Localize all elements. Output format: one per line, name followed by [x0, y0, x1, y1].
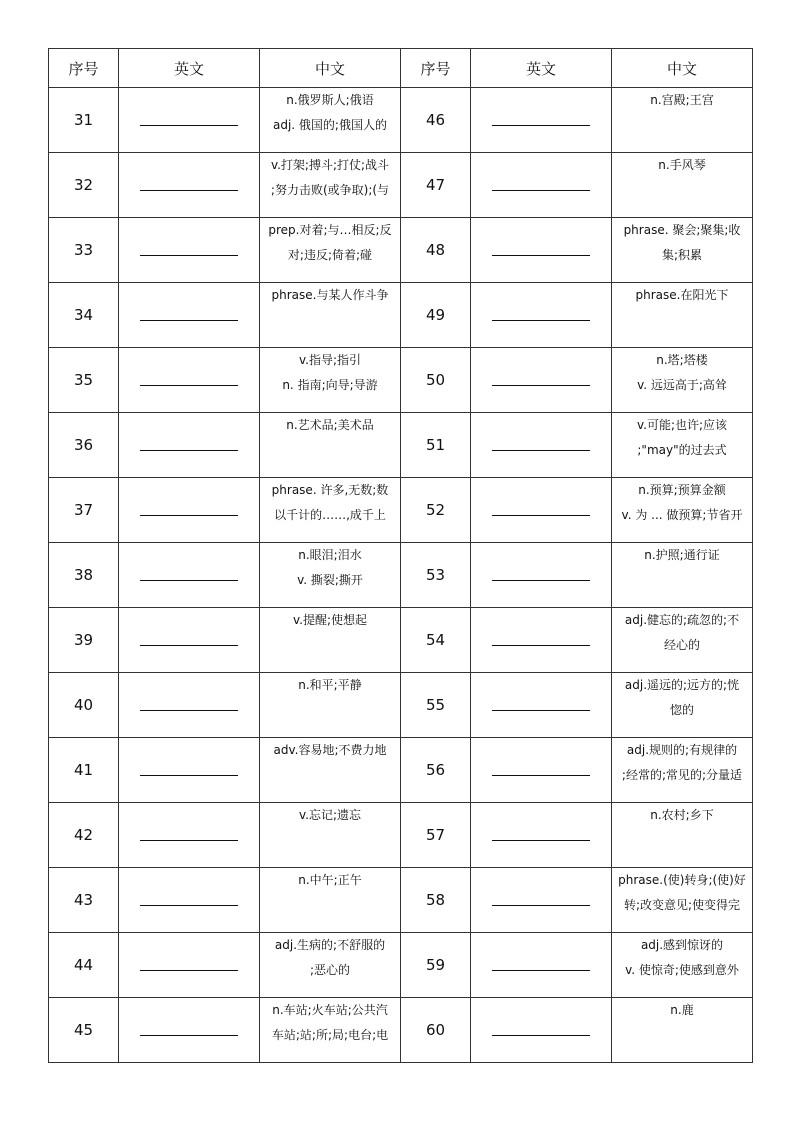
- vocabulary-table: [48, 48, 753, 1063]
- chinese-meaning-right: [612, 933, 753, 998]
- answer-blank-line[interactable]: [140, 774, 238, 776]
- chinese-meaning-text: n.宫殿;王宫: [650, 93, 714, 107]
- answer-blank-line[interactable]: [140, 644, 238, 646]
- answer-blank-line[interactable]: [140, 579, 238, 581]
- chinese-meaning-text: n.艺术品;美术品: [286, 418, 374, 432]
- chinese-meaning-right: [612, 803, 753, 868]
- row-number-left: 37: [49, 478, 119, 543]
- answer-blank-line[interactable]: [140, 514, 238, 516]
- chinese-meaning-text: n.塔;塔楼 v. 远远高于;高耸: [637, 353, 727, 392]
- english-answer-right[interactable]: [471, 283, 612, 348]
- chinese-meaning-right: [612, 738, 753, 803]
- english-answer-right[interactable]: [471, 673, 612, 738]
- english-answer-right[interactable]: [471, 933, 612, 998]
- answer-blank-line[interactable]: [492, 839, 590, 841]
- table-row: [49, 218, 753, 283]
- chinese-meaning-text: adj.生病的;不舒服的 ;恶心的: [274, 938, 386, 977]
- table-row: [49, 738, 753, 803]
- answer-blank-line[interactable]: [140, 384, 238, 386]
- english-answer-left[interactable]: [119, 153, 260, 218]
- table-row: [49, 998, 753, 1063]
- english-answer-right[interactable]: [471, 803, 612, 868]
- chinese-meaning-right: [612, 153, 753, 218]
- table-row: [49, 478, 753, 543]
- chinese-meaning-text: n.护照;通行证: [644, 548, 720, 562]
- row-number-right: 47: [401, 153, 471, 218]
- answer-blank-line[interactable]: [492, 644, 590, 646]
- english-answer-right[interactable]: [471, 868, 612, 933]
- chinese-meaning-text: adv.容易地;不费力地: [273, 743, 387, 757]
- answer-blank-line[interactable]: [140, 969, 238, 971]
- english-answer-left[interactable]: [119, 608, 260, 673]
- chinese-meaning-right: [612, 348, 753, 413]
- answer-blank-line[interactable]: [140, 1034, 238, 1036]
- row-number-right: 51: [401, 413, 471, 478]
- chinese-meaning-left: [260, 738, 401, 803]
- chinese-meaning-right: [612, 478, 753, 543]
- answer-blank-line[interactable]: [492, 384, 590, 386]
- english-answer-left[interactable]: [119, 283, 260, 348]
- english-answer-left[interactable]: [119, 88, 260, 153]
- english-answer-right[interactable]: [471, 998, 612, 1063]
- english-answer-right[interactable]: [471, 348, 612, 413]
- chinese-meaning-text: prep.对着;与…相反;反 对;违反;倚着;碰: [268, 223, 392, 262]
- english-answer-right[interactable]: [471, 543, 612, 608]
- table-row: [49, 673, 753, 738]
- row-number-left: 36: [49, 413, 119, 478]
- english-answer-left[interactable]: [119, 218, 260, 283]
- row-number-left: 38: [49, 543, 119, 608]
- table-row: [49, 543, 753, 608]
- chinese-meaning-text: n.中午;正午: [298, 873, 362, 887]
- english-answer-left[interactable]: [119, 803, 260, 868]
- chinese-meaning-text: v.提醒;使想起: [292, 613, 368, 627]
- table-row: [49, 348, 753, 413]
- row-number-right: 46: [401, 88, 471, 153]
- chinese-meaning-text: phrase. 许多,无数;数 以千计的……,成千上: [271, 483, 389, 522]
- chinese-meaning-text: n.农村;乡下: [650, 808, 714, 822]
- row-number-left: 32: [49, 153, 119, 218]
- answer-blank-line[interactable]: [140, 189, 238, 191]
- chinese-meaning-right: [612, 218, 753, 283]
- row-number-right: 55: [401, 673, 471, 738]
- row-number-right: 54: [401, 608, 471, 673]
- answer-blank-line[interactable]: [140, 839, 238, 841]
- english-answer-left[interactable]: [119, 933, 260, 998]
- chinese-meaning-text: phrase.在阳光下: [635, 288, 729, 302]
- answer-blank-line[interactable]: [140, 124, 238, 126]
- chinese-meaning-text: n.预算;预算金额 v. 为 ... 做预算;节省开: [621, 483, 743, 522]
- chinese-meaning-text: n.车站;火车站;公共汽 车站;站;所;局;电台;电: [271, 1003, 389, 1042]
- answer-blank-line[interactable]: [492, 449, 590, 451]
- chinese-meaning-text: adj.健忘的;疏忽的;不 经心的: [624, 613, 740, 652]
- chinese-meaning-left: [260, 478, 401, 543]
- table-row: [49, 868, 753, 933]
- english-answer-right[interactable]: [471, 413, 612, 478]
- english-answer-right[interactable]: [471, 88, 612, 153]
- chinese-meaning-left: [260, 933, 401, 998]
- chinese-meaning-left: [260, 153, 401, 218]
- row-number-right: 50: [401, 348, 471, 413]
- chinese-meaning-left: [260, 543, 401, 608]
- header-chinese-right: 中文: [612, 49, 753, 88]
- answer-blank-line[interactable]: [492, 579, 590, 581]
- answer-blank-line[interactable]: [140, 904, 238, 906]
- chinese-meaning-text: phrase. 聚会;聚集;收 集;积累: [623, 223, 741, 262]
- table-row: [49, 153, 753, 218]
- chinese-meaning-text: v.指导;指引 n. 指南;向导;导游: [282, 353, 378, 392]
- row-number-left: 44: [49, 933, 119, 998]
- answer-blank-line[interactable]: [492, 709, 590, 711]
- row-number-right: 53: [401, 543, 471, 608]
- english-answer-left[interactable]: [119, 348, 260, 413]
- answer-blank-line[interactable]: [492, 254, 590, 256]
- chinese-meaning-text: n.手风琴: [658, 158, 706, 172]
- chinese-meaning-text: phrase.与某人作斗争: [271, 288, 389, 302]
- chinese-meaning-left: [260, 673, 401, 738]
- answer-blank-line[interactable]: [140, 319, 238, 321]
- chinese-meaning-right: [612, 608, 753, 673]
- chinese-meaning-right: [612, 283, 753, 348]
- chinese-meaning-right: [612, 868, 753, 933]
- english-answer-right[interactable]: [471, 608, 612, 673]
- answer-blank-line[interactable]: [492, 904, 590, 906]
- header-chinese-left: 中文: [260, 49, 401, 88]
- chinese-meaning-text: phrase.(使)转身;(使)好 转;改变意见;使变得完: [618, 873, 746, 912]
- table-row: [49, 413, 753, 478]
- header-english-right: 英文: [471, 49, 612, 88]
- row-number-left: 41: [49, 738, 119, 803]
- english-answer-left[interactable]: [119, 868, 260, 933]
- answer-blank-line[interactable]: [140, 254, 238, 256]
- english-answer-right[interactable]: [471, 153, 612, 218]
- row-number-left: 34: [49, 283, 119, 348]
- answer-blank-line[interactable]: [492, 319, 590, 321]
- row-number-left: 33: [49, 218, 119, 283]
- row-number-right: 56: [401, 738, 471, 803]
- row-number-left: 45: [49, 998, 119, 1063]
- english-answer-left[interactable]: [119, 543, 260, 608]
- chinese-meaning-left: [260, 998, 401, 1063]
- chinese-meaning-text: n.眼泪;泪水 v. 撕裂;撕开: [297, 548, 363, 587]
- chinese-meaning-right: [612, 88, 753, 153]
- row-number-right: 58: [401, 868, 471, 933]
- chinese-meaning-text: n.俄罗斯人;俄语 adj. 俄国的;俄国人的: [273, 93, 387, 132]
- row-number-left: 43: [49, 868, 119, 933]
- header-row: [49, 49, 753, 88]
- chinese-meaning-text: v.可能;也许;应该 ;"may"的过去式: [636, 418, 728, 457]
- answer-blank-line[interactable]: [492, 124, 590, 126]
- chinese-meaning-right: [612, 998, 753, 1063]
- row-number-left: 31: [49, 88, 119, 153]
- row-number-left: 42: [49, 803, 119, 868]
- row-number-left: 35: [49, 348, 119, 413]
- row-number-right: 57: [401, 803, 471, 868]
- chinese-meaning-left: [260, 88, 401, 153]
- header-number-left: 序号: [49, 49, 119, 88]
- chinese-meaning-right: [612, 543, 753, 608]
- chinese-meaning-left: [260, 413, 401, 478]
- answer-blank-line[interactable]: [492, 514, 590, 516]
- english-answer-left[interactable]: [119, 413, 260, 478]
- chinese-meaning-left: [260, 218, 401, 283]
- row-number-right: 60: [401, 998, 471, 1063]
- chinese-meaning-text: n.鹿: [670, 1003, 694, 1017]
- chinese-meaning-text: v.忘记;遗忘: [298, 808, 362, 822]
- chinese-meaning-right: [612, 673, 753, 738]
- chinese-meaning-text: v.打架;搏斗;打仗;战斗 ;努力击败(或争取);(与: [270, 158, 390, 197]
- english-answer-left[interactable]: [119, 673, 260, 738]
- row-number-left: 40: [49, 673, 119, 738]
- chinese-meaning-text: adj.感到惊讶的 v. 使惊奇;使感到意外: [625, 938, 739, 977]
- row-number-right: 59: [401, 933, 471, 998]
- row-number-right: 49: [401, 283, 471, 348]
- chinese-meaning-text: adj.规则的;有规律的 ;经常的;常见的;分量适: [621, 743, 743, 782]
- chinese-meaning-left: [260, 608, 401, 673]
- answer-blank-line[interactable]: [140, 709, 238, 711]
- chinese-meaning-left: [260, 803, 401, 868]
- header-number-right: 序号: [401, 49, 471, 88]
- answer-blank-line[interactable]: [140, 449, 238, 451]
- row-number-left: 39: [49, 608, 119, 673]
- table-row: [49, 803, 753, 868]
- english-answer-right[interactable]: [471, 738, 612, 803]
- chinese-meaning-right: [612, 413, 753, 478]
- chinese-meaning-left: [260, 348, 401, 413]
- english-answer-left[interactable]: [119, 478, 260, 543]
- chinese-meaning-text: adj.遥远的;远方的;恍 惚的: [624, 678, 740, 717]
- chinese-meaning-left: [260, 868, 401, 933]
- table-row: [49, 88, 753, 153]
- answer-blank-line[interactable]: [492, 189, 590, 191]
- english-answer-left[interactable]: [119, 998, 260, 1063]
- chinese-meaning-text: n.和平;平静: [298, 678, 362, 692]
- header-english-left: 英文: [119, 49, 260, 88]
- answer-blank-line[interactable]: [492, 969, 590, 971]
- table-row: [49, 933, 753, 998]
- answer-blank-line[interactable]: [492, 1034, 590, 1036]
- english-answer-right[interactable]: [471, 478, 612, 543]
- english-answer-left[interactable]: [119, 738, 260, 803]
- row-number-right: 48: [401, 218, 471, 283]
- english-answer-right[interactable]: [471, 218, 612, 283]
- table-row: [49, 608, 753, 673]
- table-row: [49, 283, 753, 348]
- row-number-right: 52: [401, 478, 471, 543]
- chinese-meaning-left: [260, 283, 401, 348]
- answer-blank-line[interactable]: [492, 774, 590, 776]
